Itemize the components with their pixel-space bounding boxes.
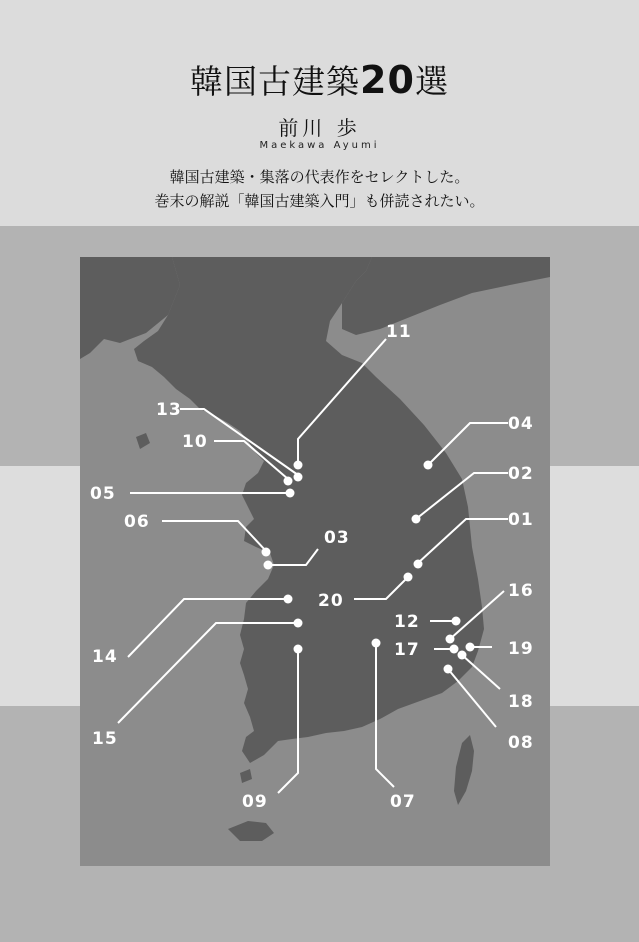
site-label-03: 03: [324, 528, 350, 548]
site-marker-15: [294, 619, 303, 628]
site-label-17: 17: [394, 640, 420, 660]
site-marker-19: [466, 643, 475, 652]
site-marker-03: [264, 561, 273, 570]
site-marker-07: [372, 639, 381, 648]
site-label-14: 14: [92, 647, 118, 667]
site-marker-14: [284, 595, 293, 604]
site-marker-04: [424, 461, 433, 470]
site-label-01: 01: [508, 510, 534, 530]
korea-map: [80, 257, 550, 866]
site-label-05: 05: [90, 484, 116, 504]
site-label-13: 13: [156, 400, 182, 420]
map-canvas: [80, 257, 550, 866]
site-marker-11: [294, 461, 303, 470]
site-marker-06: [262, 548, 271, 557]
site-label-18: 18: [508, 692, 534, 712]
author-name: 前川 歩: [278, 116, 361, 140]
author-romaji: Maekawa Ayumi: [259, 140, 380, 151]
site-label-12: 12: [394, 612, 420, 632]
description-line-1: 韓国古建築・集落の代表作をセレクトした。: [169, 168, 470, 186]
site-marker-08: [444, 665, 453, 674]
site-marker-05: [286, 489, 295, 498]
site-marker-10: [284, 477, 293, 486]
site-marker-13: [294, 473, 303, 482]
site-label-07: 07: [390, 792, 416, 812]
site-marker-17: [450, 645, 459, 654]
site-marker-20: [404, 573, 413, 582]
site-label-02: 02: [508, 464, 534, 484]
title-suffix: 選: [414, 62, 449, 101]
site-label-15: 15: [92, 729, 118, 749]
site-label-20: 20: [318, 591, 344, 611]
site-label-11: 11: [386, 322, 412, 342]
site-label-04: 04: [508, 414, 534, 434]
site-label-19: 19: [508, 639, 534, 659]
site-marker-09: [294, 645, 303, 654]
site-marker-18: [458, 651, 467, 660]
title-number: 20: [360, 58, 415, 102]
site-marker-01: [414, 560, 423, 569]
book-title: [0, 56, 639, 103]
site-label-09: 09: [242, 792, 268, 812]
site-marker-02: [412, 515, 421, 524]
site-label-10: 10: [182, 432, 208, 452]
site-marker-16: [446, 635, 455, 644]
site-label-16: 16: [508, 581, 534, 601]
title-prefix: 韓国古建築: [190, 62, 361, 101]
description-line-2: 巻末の解説「韓国古建築入門」も併読されたい。: [154, 192, 485, 210]
site-marker-12: [452, 617, 461, 626]
site-label-06: 06: [124, 512, 150, 532]
site-label-08: 08: [508, 733, 534, 753]
